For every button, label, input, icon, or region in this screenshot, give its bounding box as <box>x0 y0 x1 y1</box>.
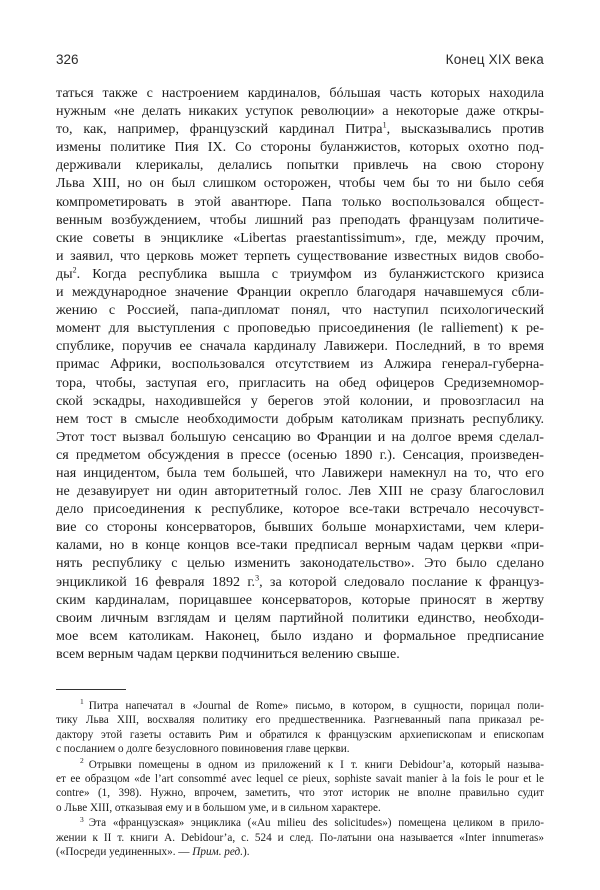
footnote-line: тику Льва XIII, восхваляя политику его предшественника. Разгневанный папа приказал ре- <box>56 714 544 727</box>
text-line: измены политике Пия IX. Со стороны буланжистов, которых охотно под- <box>56 139 544 156</box>
footnote-line <box>56 699 544 713</box>
text-line: мое всем католикам. Наконец, было издано и формальное предписание <box>56 627 544 644</box>
text-line: дело присоединения к республике, которое все-таки встречало несочувст- <box>56 501 544 518</box>
footnote-line: о Льве XIII, отказывая ему и в большом уме, и в сильном характере. <box>56 801 381 814</box>
text-segment: то, как, например, французский кардинал Питра <box>56 121 383 138</box>
text-line: ная инцидентом, была тем большей, что Лавижери намекнул на то, что его <box>56 464 544 481</box>
footnote-2 <box>56 755 544 816</box>
text-line: спублике, поручив ее сначала кардиналу Лавижери. Последний, в то время <box>56 338 544 355</box>
text-line: нять республику с целью изменить законодательство». Это было сделано <box>56 555 544 572</box>
text-segment: ). <box>243 846 250 859</box>
footnote-ref-2: 2 <box>72 265 77 275</box>
text-line <box>56 120 544 138</box>
text-segment: , высказывались против <box>386 121 544 138</box>
footnote-ref-1: 1 <box>382 120 387 130</box>
text-line: нужным «не делать никаких уступок революции» а некоторые даже откры- <box>56 103 544 120</box>
text-line: ским кардиналам, порицавшее консерваторов, которые приносят в жертву <box>56 591 544 608</box>
text-segment: , за которой следовало послание к француз- <box>259 573 544 590</box>
text-line: ские советы в энциклике «Libertas praestantissimum», где, между прочим, <box>56 229 544 246</box>
page-number: 326 <box>56 52 79 67</box>
page-header <box>56 52 544 72</box>
text-line: своим личным взглядам и целям партийной политики единство, необходи- <box>56 609 544 626</box>
text-line: тора, чтобы, заступая его, пригласить на обед офицеров Средиземномор- <box>56 374 544 391</box>
text-segment: Эта «французская» энциклика («Au milieu des solicitudes») помещена целиком в прило- <box>88 817 544 830</box>
text-line <box>56 573 544 591</box>
text-line: держивали клерикалы, делались попытки привлечь на свою сторону <box>56 157 544 174</box>
footnote-line <box>56 755 544 772</box>
text-segment: Питра напечатал в «Journal de Rome» письмо, в котором, в сущности, порицал поли- <box>88 700 544 712</box>
footnote-marker: 2 <box>80 755 84 765</box>
footnote-line: contre» (1, 398). Нужно, впрочем, заметить, что этот историк не вполне правильно судит <box>56 787 544 800</box>
footnote-line: жении к II т. книги A. Debidour’a, с. 524 и след. По-латыни она называется «Inter innumeras» <box>56 831 544 844</box>
text-segment: («Посреди уединенных». — <box>56 846 193 859</box>
text-line: ской эскадры, находившейся у берегов этой колонии, и провозгласил на <box>56 392 544 409</box>
text-line: калами, но в конце концов все-таки предписал верным чадам церкви «при- <box>56 537 544 554</box>
text-line: Этот тост вызвал большую сенсацию во Франции и на долгое время сделал- <box>56 428 544 445</box>
footnote-separator <box>56 689 126 690</box>
text-line: примас Африки, воспользовался отсутствием из Алжира генерал-губерна- <box>56 356 544 373</box>
text-line: вие со стороны консерваторов, бывших больше монархистами, чем клери- <box>56 519 544 536</box>
text-line: и международное значение Франции окрепло благодаря начавшемуся сбли- <box>56 284 544 301</box>
text-line: Льва XIII, но он был слишком осторожен, чтобы чем бы то ни было себя <box>56 175 544 192</box>
text-line: жению с Россией, папа-дипломат понял, что наступил психологический <box>56 302 544 319</box>
footnote-line <box>56 816 544 830</box>
footnote-ref-3: 3 <box>255 572 260 582</box>
footnote-marker: 3 <box>80 814 84 824</box>
text-segment: . Когда республика вышла с триумфом из буланжистского кризиса <box>76 265 544 282</box>
text-line <box>56 265 544 283</box>
footnotes <box>56 699 544 860</box>
text-segment: ды <box>56 265 73 282</box>
footnote-line: с посланием о долге безусловного повиновения главе церкви. <box>56 743 350 756</box>
main-text <box>56 84 544 663</box>
footnote-line <box>56 845 544 859</box>
text-line: и заявил, что церковь может терпеть существование известных видов свобо- <box>56 247 544 264</box>
footnote-1 <box>56 699 544 757</box>
text-line: всем верным чадам церкви подчиниться велению свыше. <box>56 645 400 662</box>
text-segment: Отрывки помещены в одном из приложений к I т. книги Debidour’a, который называ- <box>88 758 544 771</box>
editor-note: Прим. ред. <box>192 846 244 859</box>
footnote-line: дактору этой газеты оставить Рим и обратился к французским архиепископам и епископам <box>56 728 544 741</box>
running-head: Конец XIX века <box>445 52 544 67</box>
text-line: момент для выступления с проповедью присоединения (le ralliement) к ре- <box>56 320 544 337</box>
text-line: таться также с настроением кардиналов, бóльшая часть которых находила <box>56 85 544 101</box>
text-segment: энцикликой 16 февраля 1892 г. <box>56 573 256 590</box>
text-line: не дезавуирует ни один авторитетный голос. Лев XIII не сразу благословил <box>56 483 544 500</box>
text-line: венным возбуждением, чтобы лишний раз преподать французам политиче- <box>56 211 544 228</box>
footnote-marker: 1 <box>80 697 84 707</box>
text-line: компрометировать в этой авантюре. Папа только воспользовался общест- <box>56 193 544 210</box>
text-line: нем тост в смысле необходимости добрым католикам признать республику. <box>56 410 544 427</box>
text-line: ся предметом обсуждения в прессе (осенью 1890 г.). Сенсация, произведен- <box>56 446 544 463</box>
footnote-line: ет ее образцом «de l’art consommé avec lequel ce pieux, sophiste savait manier à la fois le pour et le <box>56 773 544 786</box>
footnote-3 <box>56 816 544 859</box>
